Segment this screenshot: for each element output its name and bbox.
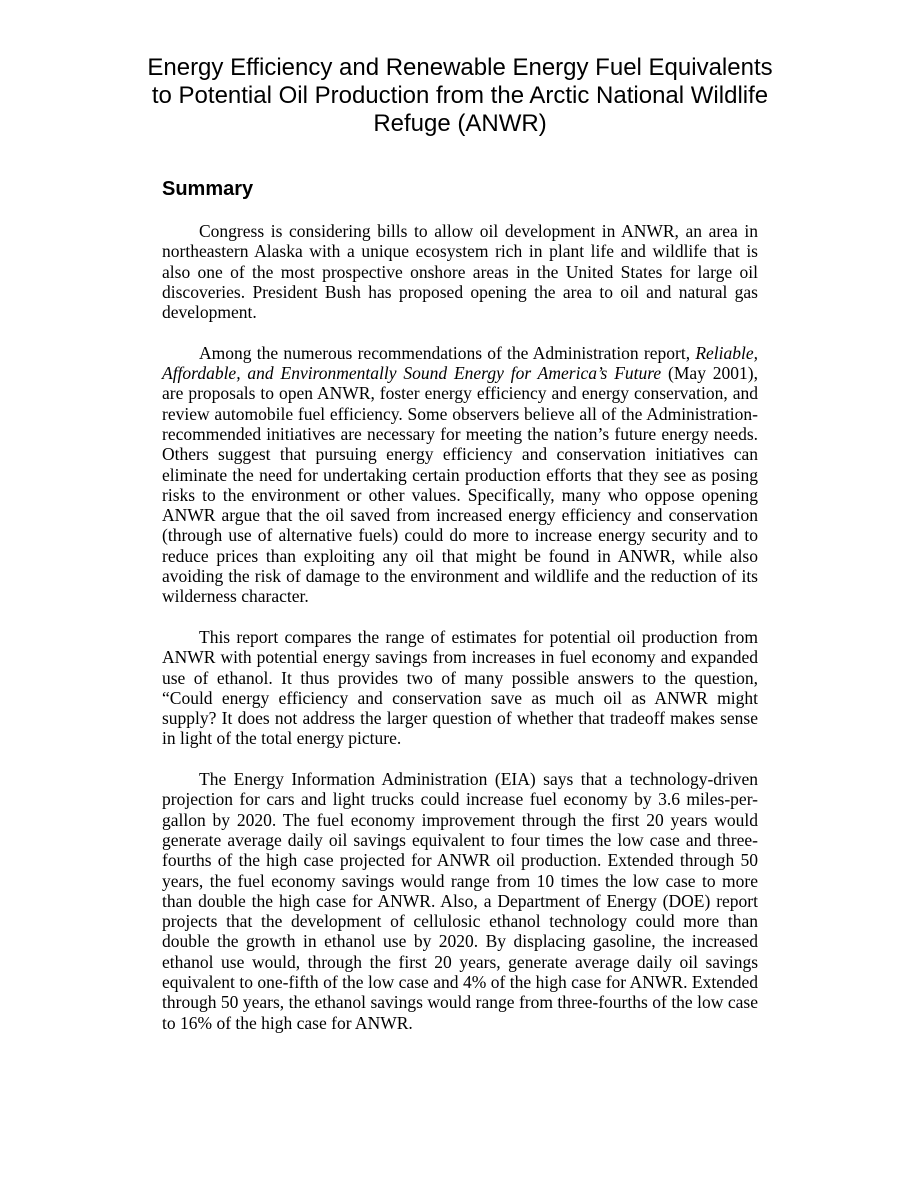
document-body: [162, 221, 758, 1053]
paragraph-1: Congress is considering bills to allow oil development in ANWR, an area in northeastern Alaska with a unique ecosystem rich in plant life and wildlife that is also one of the most prospective onshore areas in the United States for large oil discoveries. President Bush has proposed opening the area to oil and natural gas development.: [162, 221, 758, 323]
paragraph-2-rest: (May 2001), are proposals to open ANWR, foster energy efficiency and energy conservation, and review automobile fuel efficiency. Some observers believe all of the Administration-recommended initiatives are necessary for meeting the nation’s future energy needs. Others suggest that pursuing energy efficiency and conservation initiatives can eliminate the need for undertaking certain production efforts that they see as posing risks to the environment or other values. Specifically, many who oppose opening ANWR argue that the oil saved from increased energy efficiency and conservation (through use of alternative fuels) could do more to increase energy security and to reduce prices than exploiting any oil that might be found in ANWR, while also avoiding the risk of damage to the environment and wildlife and the reduction of its wilderness character.: [162, 363, 759, 607]
paragraph-2: [162, 343, 758, 607]
document-title: Energy Efficiency and Renewable Energy Fuel Equivalents to Potential Oil Production from the Arctic National Wildlife Refuge (ANWR): [147, 54, 773, 137]
paragraph-3: This report compares the range of estimates for potential oil production from ANWR with potential energy savings from increases in fuel economy and expanded use of ethanol. It thus provides two of many possible answers to the question, “Could energy efficiency and conservation save as much oil as ANWR might supply? It does not address the larger question of whether that tradeoff makes sense in light of the total energy picture.: [162, 626, 758, 749]
section-heading: Summary: [162, 178, 254, 200]
paragraph-2-intro: Among the numerous recommendations of the Administration report,: [199, 342, 696, 363]
report-title-italic: Reliable, Affordable, and Environmentally Sound Energy for America’s Future: [162, 342, 758, 384]
paragraph-4: The Energy Information Administration (EIA) says that a technology-driven projection for cars and light trucks could increase fuel economy by 3.6 miles-per-gallon by 2020. The fuel economy improvement through the first 20 years would generate average daily oil savings equivalent to four times the low case and three-fourths of the high case projected for ANWR oil production. Extended through 50 years, the fuel economy savings would range from 10 times the low case to more than double the high case for ANWR. Also, a Department of Energy (DOE) report projects that the development of cellulosic ethanol technology could more than double the growth in ethanol use by 2020. By displacing gasoline, the increased ethanol use would, through the first 20 years, generate average daily oil savings equivalent to one-fifth of the low case and 4% of the high case for ANWR. Extended through 50 years, the ethanol savings would range from three-fourths of the low case to 16% of the high case for ANWR.: [162, 769, 758, 1033]
